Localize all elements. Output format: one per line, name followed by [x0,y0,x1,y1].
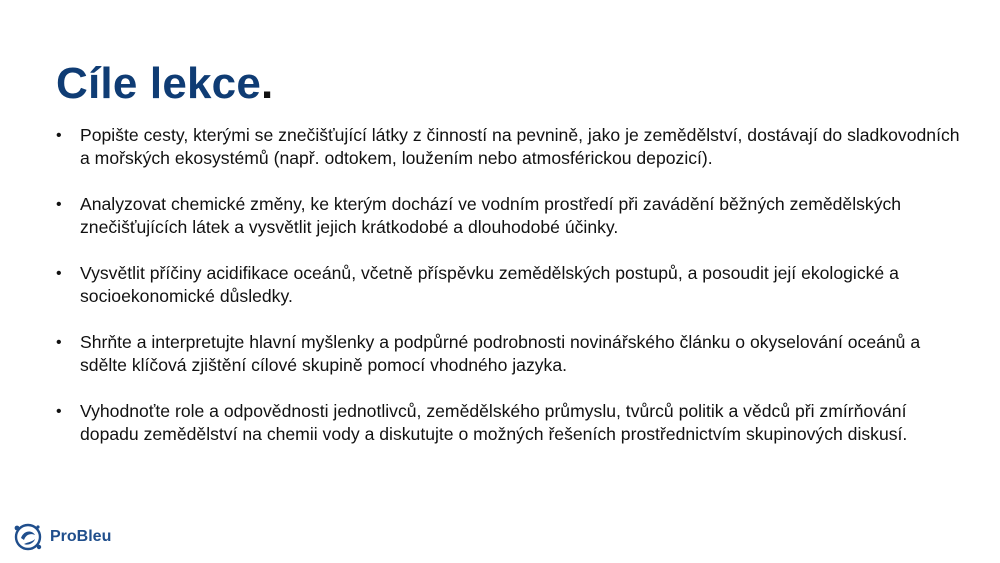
bullet-marker: • [56,196,62,213]
objective-text: Vysvětlit příčiny acidifikace oceánů, včetně příspěvku zemědělských postupů, a posoudit její ekologické a socioekonomické důsledky. [80,263,899,306]
bullet-marker: • [56,265,62,282]
objective-text: Analyzovat chemické změny, ke kterým dochází ve vodním prostředí při zavádění běžných zemědělských znečišťujících látek a vysvětlit jejich krátkodobé a dlouhodobé účinky. [80,194,902,237]
objective-text: Shrňte a interpretujte hlavní myšlenky a podpůrné podrobnosti novinářského článku o okyselování oceánů a sdělte klíčová zjištění cílové skupině pomocí vhodného jazyka. [80,332,921,375]
objective-text: Vyhodnoťte role a odpovědnosti jednotlivců, zemědělského průmyslu, tvůrců politik a vědců při zmírňování dopadu zemědělství na chemii vody a diskutujte o možných řešeních prostřednictvím skupinových diskusí. [80,401,908,444]
objective-item [56,331,966,377]
objectives-list [56,124,966,469]
objective-item [56,400,966,446]
slide-title-text: Cíle lekce [56,59,262,108]
bullet-marker: • [56,127,62,144]
objective-item [56,193,966,239]
objective-item [56,124,966,170]
probleu-logo-icon [12,521,44,553]
probleu-logo-text: ProBleu [50,528,112,545]
bullet-marker: • [56,403,62,420]
objective-item [56,262,966,308]
objective-text: Popište cesty, kterými se znečišťující látky z činností na pevnině, jako je zemědělství, dostávají do sladkovodních a mořských ekosystémů (např. odtokem, loužením nebo atmosférickou depozicí). [80,125,960,168]
slide-title-dot: . [261,59,274,108]
bullet-marker: • [56,334,62,351]
probleu-logo [12,521,111,553]
slide-title [56,58,273,110]
